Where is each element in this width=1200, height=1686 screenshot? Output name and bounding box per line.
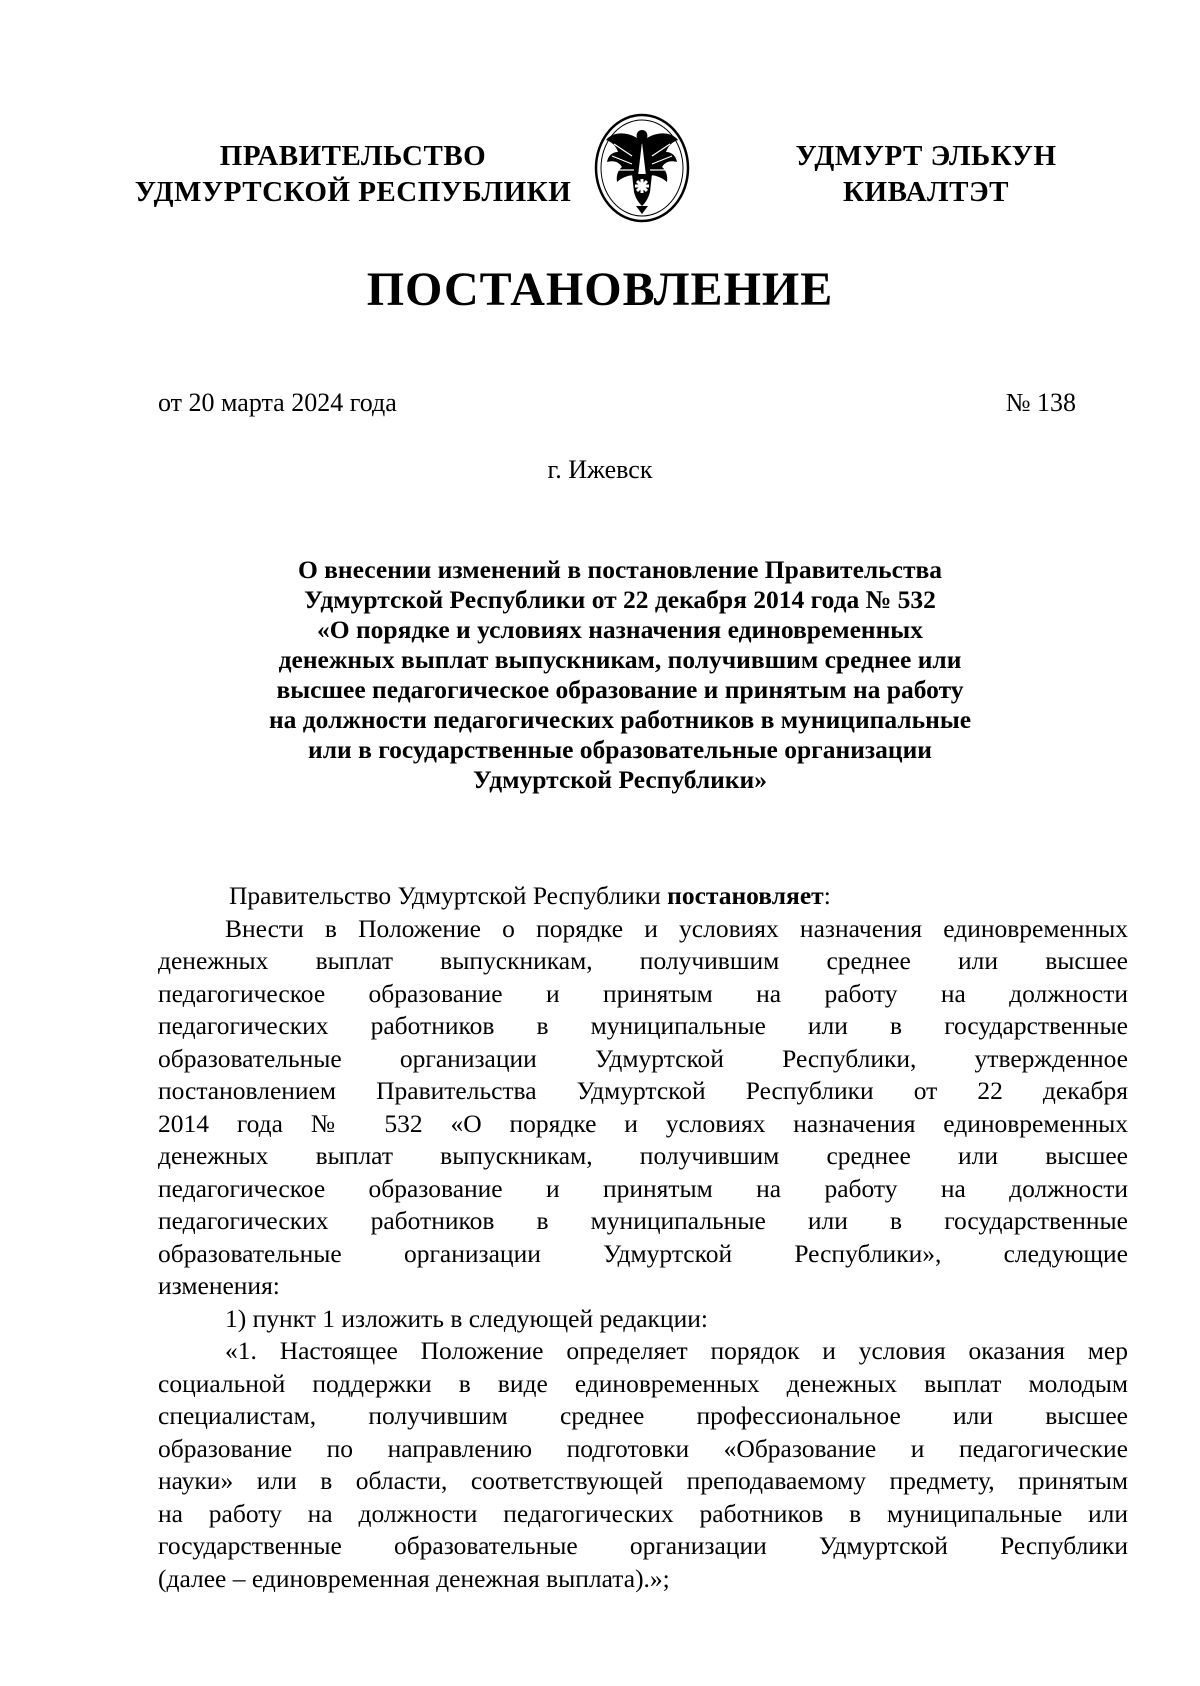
header-right-line: КИВАЛТЭТ (842, 176, 1009, 208)
paragraph1-line: денежных выплат выпускникам, получившим среднее или высшее (158, 946, 1128, 975)
document-body (158, 880, 1128, 1595)
paragraph1-line: денежных выплат выпускникам, получившим среднее или высшее (158, 1141, 1128, 1170)
title-line: «О порядке и условиях назначения единовременных (317, 615, 923, 644)
paragraph1-line: 2014 года № 532 «О порядке и условиях назначения единовременных (158, 1108, 1128, 1138)
header-russian (128, 138, 578, 210)
header-left-line: УДМУРТСКОЙ РЕСПУБЛИКИ (134, 176, 572, 208)
item1: 1) пункт 1 изложить в следующей редакции: (225, 1303, 708, 1333)
paragraph1-line: педагогическое образование и принятым на работу на должности (158, 978, 1128, 1008)
title-line: высшее педагогическое образование и принятым на работу (276, 675, 964, 704)
paragraph1-line: постановлением Правительства Удмуртской Республики от 22 декабря (158, 1076, 1128, 1105)
header-udmurt (776, 138, 1076, 210)
paragraph1-line: педагогических работников в муниципальные или в государственные (158, 1206, 1128, 1235)
document-city: г. Ижевск (547, 455, 653, 484)
preamble (158, 880, 1128, 913)
paragraph2-line: науки» или в области, соответствующей преподаваемому предмету, принятым (158, 1466, 1128, 1495)
paragraph1-line: образовательные организации Удмуртской Республики», следующие (158, 1238, 1128, 1268)
preamble-tail: : (823, 881, 831, 910)
title-line: денежных выплат выпускникам, получившим среднее или (278, 645, 962, 674)
title-line: на должности педагогических работников в муниципальные (268, 705, 972, 734)
paragraph1-line: педагогических работников в муниципальные или в государственные (158, 1011, 1128, 1040)
paragraph1-line: изменения: (158, 1271, 280, 1300)
paragraph1-line: образовательные организации Удмуртской Республики, утвержденное (158, 1043, 1128, 1073)
header-left-line: ПРАВИТЕЛЬСТВО (219, 140, 487, 172)
document-type: ПОСТАНОВЛЕНИЕ (366, 263, 834, 316)
paragraph2-line: (далее – единовременная денежная выплата).»; (158, 1563, 670, 1593)
document-number: № 138 (1005, 388, 1076, 417)
paragraph2-line: социальной поддержки в виде единовременных денежных выплат молодым (158, 1368, 1128, 1398)
title-line: О внесении изменений в постановление Правительства (297, 555, 943, 584)
paragraph1-line: Внести в Положение о порядке и условиях назначения единовременных (225, 913, 1128, 943)
paragraph2-line: «1. Настоящее Положение определяет порядок и условия оказания мер (225, 1336, 1128, 1365)
coat-of-arms-emblem-icon (592, 112, 692, 224)
header-right-line: УДМУРТ ЭЛЬКУН (795, 140, 1057, 172)
paragraph2-line: государственные образовательные организации Удмуртской Республики (158, 1531, 1128, 1560)
paragraph2-line: образование по направлению подготовки «Образование и педагогические (158, 1433, 1128, 1463)
title-line: или в государственные образовательные организации (308, 735, 932, 764)
paragraph2-line: на работу на должности педагогических работников в муниципальные или (158, 1498, 1128, 1528)
preamble-text: Правительство Удмуртской Республики (229, 881, 668, 910)
preamble-bold: постановляет (667, 881, 824, 910)
paragraph2-line: специалистам, получившим среднее профессиональное или высшее (158, 1401, 1128, 1430)
document-title (230, 555, 1010, 795)
title-line: Удмуртской Республики» (473, 765, 767, 794)
paragraph1-line: педагогическое образование и принятым на работу на должности (158, 1173, 1128, 1203)
document-date: от 20 марта 2024 года (158, 388, 397, 417)
title-line: Удмуртской Республики от 22 декабря 2014 года № 532 (304, 585, 936, 614)
